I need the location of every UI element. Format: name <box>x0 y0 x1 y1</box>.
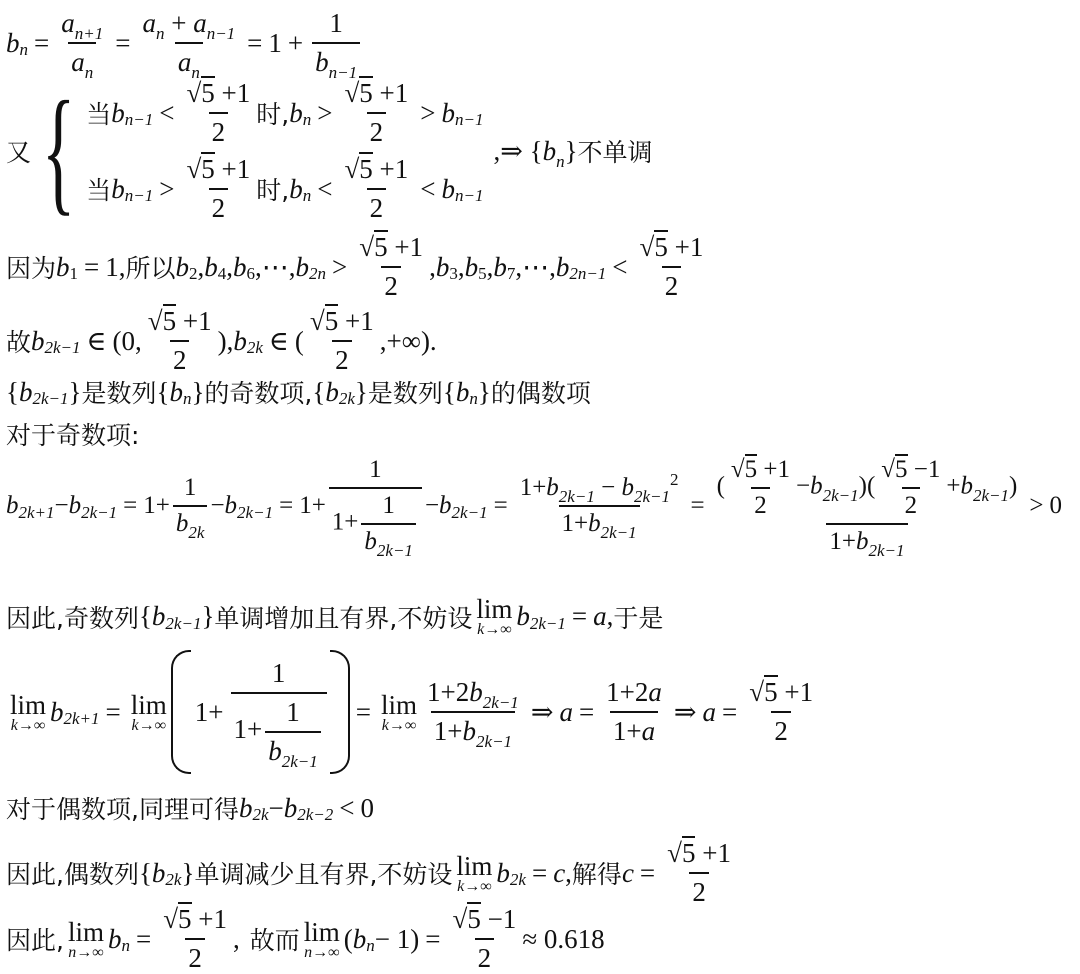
line-subsequences: { b 2k−1 } 是数列 { b n } 的奇数项, { b 2k } 是数列 { b n } 的偶数项 <box>6 376 591 408</box>
line-odd-monotone: 因此,奇数列 { b 2k−1 } 单调增加且有界,不妨设 lim k→∞ b 2k−1 = a , 于是 <box>6 594 664 638</box>
cases-monotonicity: 又 { 当 b n−1 < $\frac{√5 +1}{2}$ 时, b n > $\frac{√5 +1}{2}$ > b n−1 当 b n−1 > $\frac{√5 +1}{2}$ 时, b n < $\frac{√5 +1}{2}$ < b n−1 ,⇒ $\{b_n\}$ 不单调 <box>6 73 653 228</box>
case-2: 当 b n−1 > $\frac{√5 +1}{2}$ 时, b n < $\frac{√5 +1}{2}$ < b n−1 <box>86 154 484 223</box>
line-conclusion: 因此, lim n→∞ b n = $\frac{√5 +1}{2}$ , 故而 lim n→∞ ( b n − 1) = $\frac{√5 -1}{2}$ ≈ 0.618 <box>6 904 605 973</box>
line-even-terms: 对于偶数项,同理可得 b 2k − b 2k−2 < 0 <box>6 792 374 824</box>
equation-bn-definition: b n = $\frac{a_{n+1}}{a_n}$ = $\frac{a_n + a_{n-1}}{a_n}$ = 1 + $\frac{1}{b_{n-1}}$ <box>6 8 363 78</box>
case-1: 当 b n−1 < $\frac{√5 +1}{2}$ 时, b n > $\frac{√5 +1}{2}$ > b n−1 <box>86 78 484 147</box>
line-parity-bounds: 因为 b 1 = 1, 所以 b 2 , b 4 , b 6 ,⋯, b 2n > $\frac{√5 +1}{2}$ , b 3 , b 5 , b 7 ,⋯, b 2n−1 < $\frac{√5 +1}{2}$ <box>6 232 704 301</box>
line-even-monotone: 因此,偶数列 { b 2k } 单调减少且有界,不妨设 lim k→∞ b 2k = c , 解得 c = $\frac{√5 +1}{2}$ <box>6 838 731 907</box>
equation-odd-difference: b 2k+1 − b 2k−1 = 1+ $\frac{1}{b_{2k}}$ − b 2k−1 = 1+ 1 1+ $\frac{1}{b_{2k-1}}$ − b 2k−1 = $\frac{1+b_{2k-1} - b_{2k-1}^2}{1+b_{2k-1}}$ = ( $\frac{√5 +1}{2}$ $-b_{2k-1}$)( $\frac{√5 -1}{2}$ $+b_{2k-1}$) $1+b_{2k-1}$ > 0 <box>6 456 1062 560</box>
line-intervals: 故 b 2k−1 ∈ (0, $\frac{√5 +1}{2}$ ), b 2k ∈ ( $\frac{√5 +1}{2}$ ,+∞). <box>6 306 437 375</box>
equation-odd-limit: lim k→∞ b 2k+1 = lim k→∞ 1+ 1 1+ $\frac{1}{b_{2k-1}}$ = lim k→∞ $\frac{1+2b_{2k-1}}{1+b_{2k-1}}$ ⇒ a = $\frac{1+2a}{1+a}$ ⇒ a = $\frac{√5 +1}{2}$ <box>6 650 819 774</box>
line-odd-terms: 对于奇数项: <box>6 421 140 450</box>
